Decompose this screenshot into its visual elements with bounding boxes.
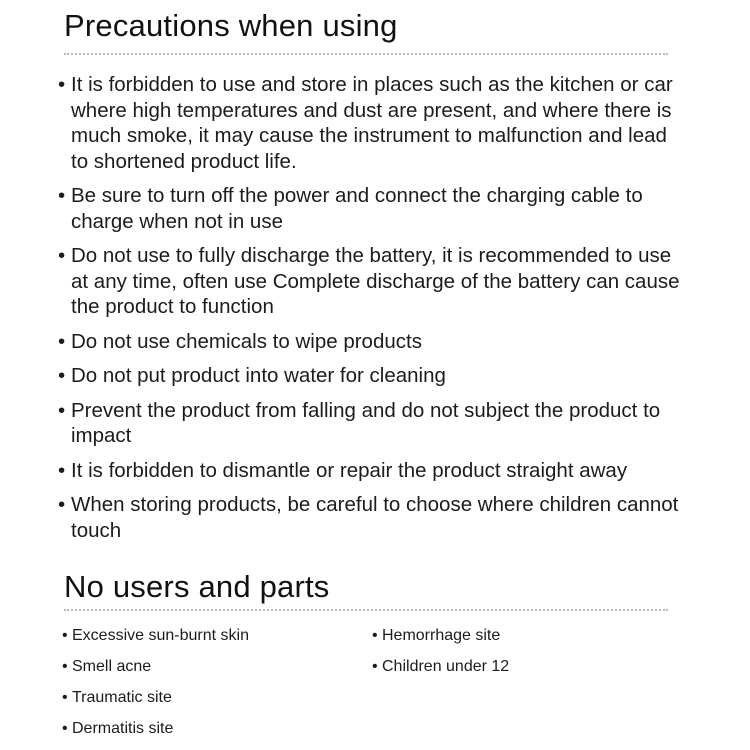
- precaution-item-children: • When storing products, be careful to choose where children cannot touch: [58, 492, 688, 543]
- precaution-item-dismantle: • It is forbidden to dismantle or repair the product straight away: [58, 458, 688, 484]
- list-item: • Smell acne: [62, 657, 249, 688]
- precautions-divider: [64, 53, 668, 55]
- list-item: • Traumatic site: [62, 688, 249, 719]
- precaution-item-water: • Do not put product into water for cleaning: [58, 363, 688, 389]
- list-item: • Children under 12: [372, 657, 509, 688]
- precaution-item-chemicals: • Do not use chemicals to wipe products: [58, 329, 688, 355]
- precaution-item-battery: • Do not use to fully discharge the battery, it is recommended to use at any time, often use Complete discharge of the battery can cause the product to function: [58, 243, 688, 320]
- no-users-title: No users and parts: [64, 569, 330, 604]
- no-users-divider: [64, 609, 668, 611]
- precautions-list: [58, 72, 688, 552]
- list-item: • Excessive sun-burnt skin: [62, 626, 249, 657]
- list-item: • Hemorrhage site: [372, 626, 509, 657]
- precaution-item-storage: • It is forbidden to use and store in places such as the kitchen or car where high temperatures and dust are present, and where there is much smoke, it may cause the instrument to malfunction and lead to shortened product life.: [58, 72, 688, 174]
- no-users-right-list: [372, 626, 509, 688]
- precaution-item-charging: • Be sure to turn off the power and connect the charging cable to charge when not in use: [58, 183, 688, 234]
- precautions-title: Precautions when using: [64, 8, 398, 43]
- list-item: • Dermatitis site: [62, 719, 249, 750]
- precaution-item-falling: • Prevent the product from falling and do not subject the product to impact: [58, 398, 688, 449]
- no-users-left-list: [62, 626, 249, 750]
